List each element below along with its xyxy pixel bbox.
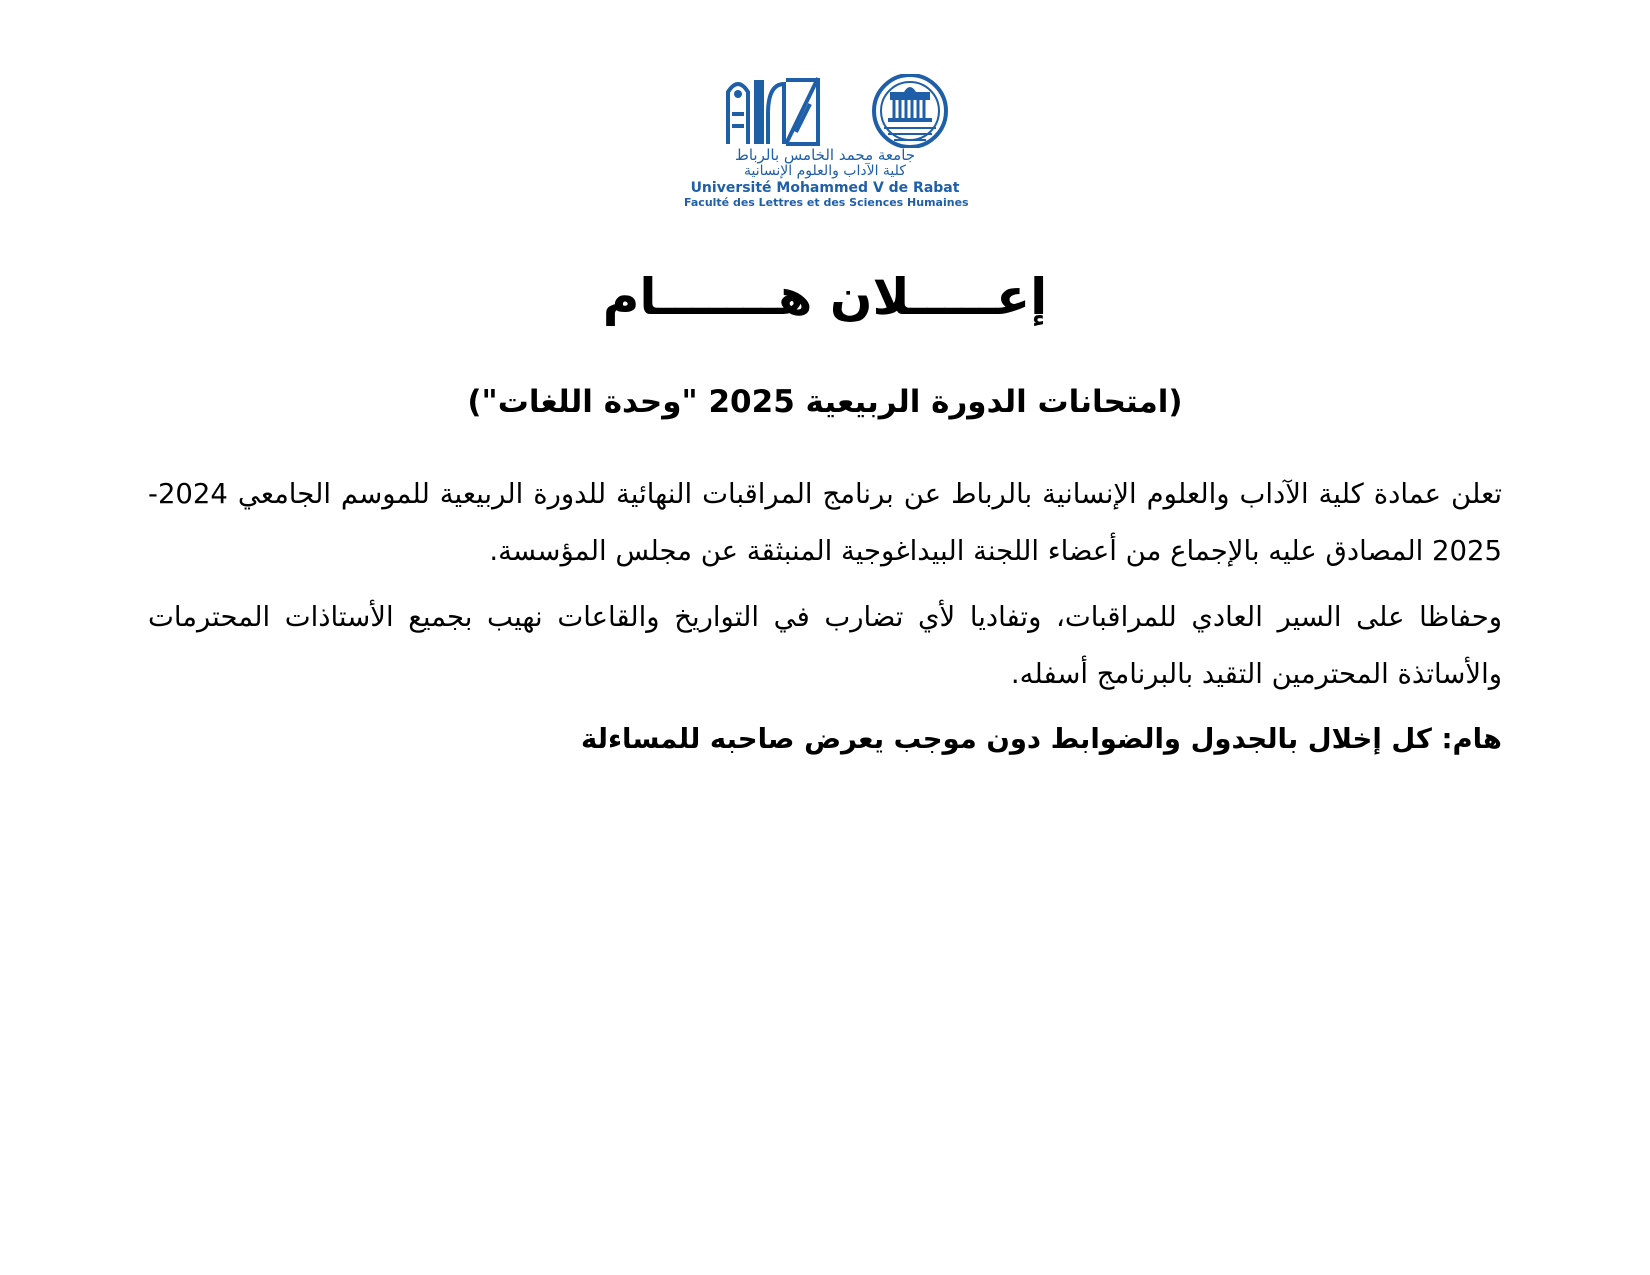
arch-emblem-icon [728,78,818,144]
logo-emblem [724,74,950,148]
announcement-subtitle: (امتحانات الدورة الربيعية 2025 "وحدة اللغات") [467,384,1183,420]
building-seal-icon [874,75,946,147]
logo-french-university-name: Université Mohammed V de Rabat [690,180,960,196]
announcement-paragraph-1: تعلن عمادة كلية الآداب والعلوم الإنسانية بالرباط عن برنامج المراقبات النهائية للدورة الربيعية للموسم الجامعي 2024-2025 المصادق عليه بالإجماع من أعضاء اللجنة البيداغوجية المنبثقة عن مجلس المؤسسة. [148,478,1502,567]
announcement-paragraph-2: وحفاظا على السير العادي للمراقبات، وتفاديا لأي تضارب في التواريخ والقاعات نهيب بجميع الأستاذات المحترمات والأساتذة المحترمين التقيد بالبرنامج أسفله. [148,601,1502,690]
important-note: هام: كل إخلال بالجدول والضوابط دون موجب يعرض صاحبه للمساءلة [580,723,1502,755]
announcement-title: إعـــــلان هـــــــام [602,268,1048,326]
logo-french-faculty-name: Faculté des Lettres et des Sciences Humaines [684,196,969,209]
university-logo [684,70,969,210]
logo-arabic-university-name: جامعة محمد الخامس بالرباط [734,146,916,164]
logo-arabic-faculty-name: كلية الآداب والعلوم الإنسانية [744,163,906,179]
